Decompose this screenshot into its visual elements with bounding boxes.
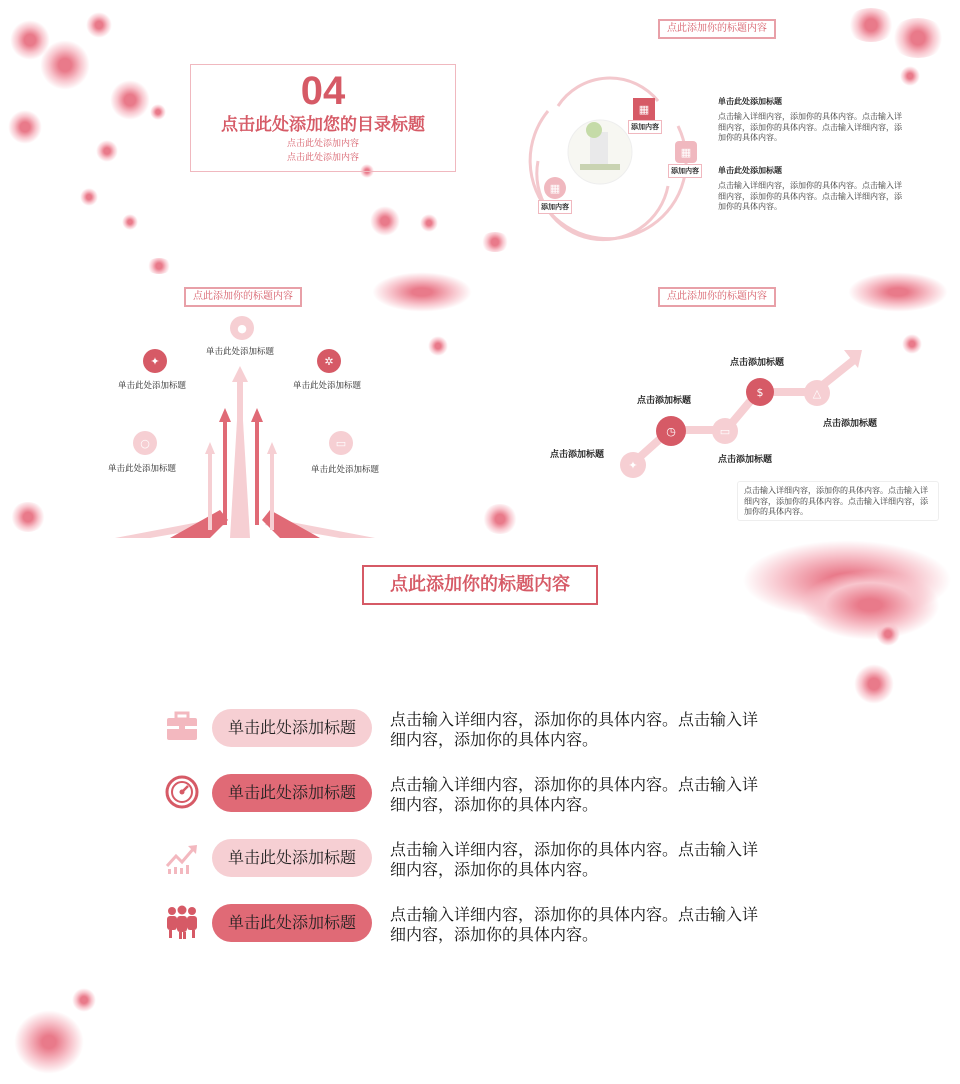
row-3-description[interactable]: 点击输入详细内容，添加你的具体内容。点击输入详细内容，添加你的具体内容。	[390, 840, 759, 879]
chart-icon-a: ▦	[633, 98, 655, 120]
slide4-title-tag[interactable]: 点此添加你的标题内容	[658, 287, 776, 307]
gear-icon: ✲	[317, 349, 341, 373]
speedometer-icon	[164, 774, 200, 810]
chart-icon-c: ▦	[544, 177, 566, 199]
section-number: 04	[300, 69, 346, 113]
growth-chart-icon	[164, 840, 200, 876]
row-2-description[interactable]: 点击输入详细内容，添加你的具体内容。点击输入详细内容，添加你的具体内容。	[390, 775, 759, 814]
row-4-description[interactable]: 点击输入详细内容，添加你的具体内容。点击输入详细内容，添加你的具体内容。	[390, 905, 759, 944]
ring-diagram	[528, 66, 698, 246]
slide4-label-2[interactable]: 点击添加标题	[637, 396, 692, 406]
row-4-title-pill[interactable]: 单击此处添加标题	[212, 904, 372, 942]
row-2-title-pill[interactable]: 单击此处添加标题	[212, 774, 372, 812]
clock-step-icon: ◷	[656, 416, 686, 446]
slide4-label-1[interactable]: 点击添加标题	[550, 450, 605, 460]
slide4-text-box[interactable]: 点击输入详细内容，添加你的具体内容。点击输入详细内容，添加你的具体内容。点击输入详细内容，添加你的具体内容。	[737, 481, 939, 521]
row-1-title-pill[interactable]: 单击此处添加标题	[212, 709, 372, 747]
row-1-description[interactable]: 点击输入详细内容，添加你的具体内容。点击输入详细内容，添加你的具体内容。	[390, 710, 759, 749]
slide3-right-label-2[interactable]: 单击此处添加标题	[311, 465, 380, 475]
row-3-title-pill[interactable]: 单击此处添加标题	[212, 839, 372, 877]
slide4-label-4[interactable]: 点击添加标题	[730, 358, 785, 368]
diagram-label-a[interactable]: 添加内容	[628, 120, 662, 134]
slide5-title-tag[interactable]: 点此添加你的标题内容	[362, 565, 598, 605]
screen-step-icon: ▭	[712, 418, 738, 444]
slide2-text-2[interactable]: 点击输入详细内容，添加你的具体内容。点击输入详细内容，添加你的具体内容。点击输入详细内容，添加你的具体内容。	[718, 181, 902, 211]
search-icon: ○	[133, 431, 157, 455]
slide3-right-label-1[interactable]: 单击此处添加标题	[293, 381, 362, 391]
slide3-title-tag[interactable]: 点此添加你的标题内容	[184, 287, 302, 307]
diagram-label-c[interactable]: 添加内容	[538, 200, 572, 214]
slide2-title-tag[interactable]: 点此添加你的标题内容	[658, 19, 776, 39]
chat-icon: ▭	[329, 431, 353, 455]
chart-icon-b: ▦	[675, 141, 697, 163]
money-step-icon: $	[746, 378, 774, 406]
slide2-text-1[interactable]: 点击输入详细内容，添加你的具体内容。点击输入详细内容，添加你的具体内容。点击输入详细内容，添加你的具体内容。	[718, 112, 902, 142]
lightbulb-icon: ✦	[143, 349, 167, 373]
slide4-label-3[interactable]: 点击添加标题	[718, 455, 773, 465]
slide3-left-label-1[interactable]: 单击此处添加标题	[118, 381, 187, 391]
slide3-left-label-2[interactable]: 单击此处添加标题	[108, 464, 177, 474]
lightbulb-step-icon: ✦	[620, 452, 646, 478]
section-title[interactable]: 点击此处添加您的目录标题	[221, 115, 425, 135]
section-title-card	[190, 64, 456, 172]
diagram-label-b[interactable]: 添加内容	[668, 164, 702, 178]
user-icon: ●	[230, 316, 254, 340]
slide4-label-5[interactable]: 点击添加标题	[823, 419, 878, 429]
slide2-heading-2[interactable]: 单击此处添加标题	[718, 166, 782, 175]
team-icon	[164, 904, 200, 940]
slide3-top-label[interactable]: 单击此处添加标题	[206, 347, 275, 357]
section-subtitle-2[interactable]: 点击此处添加内容	[286, 153, 359, 163]
briefcase-icon	[164, 708, 200, 744]
chart-step-icon: △	[804, 380, 830, 406]
slide2-heading-1[interactable]: 单击此处添加标题	[718, 97, 782, 106]
section-subtitle-1[interactable]: 点击此处添加内容	[286, 139, 359, 149]
